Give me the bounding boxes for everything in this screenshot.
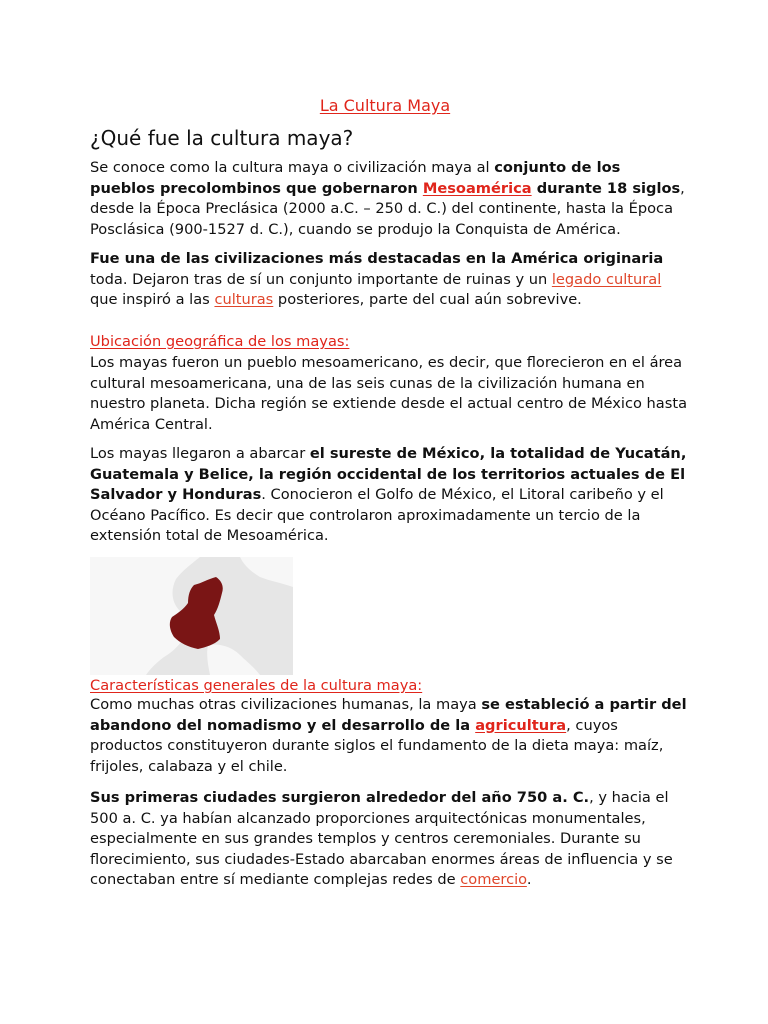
text: Los mayas llegaron a abarcar [90, 445, 310, 462]
text: , y hacia el 500 a. C. ya habían alcanzado proporciones arquitectónicas monumentales, especialmente en sus grandes templos y centros ceremoniales. Durante su florecimiento, sus ciudades-Estado abarcaban enormes áreas de influencia y se conectaban entre sí mediante complejas redes de [90, 789, 673, 888]
text: que inspiró a las [90, 291, 215, 308]
link-comercio[interactable]: comercio [460, 871, 527, 888]
paragraph-civilization [90, 249, 690, 311]
bold-text: el sureste de México, la totalidad de Yucatán, Guatemala y Belice, la región occidental de los territorios actuales de El Salvador y Honduras [90, 445, 687, 503]
link-mesoamerica[interactable]: Mesoamérica [422, 179, 532, 197]
text: , cuyos productos constituyeron durante siglos el fundamento de la dieta maya: maíz, frijoles, calabaza y el chile. [90, 716, 664, 775]
text: toda. Dejaron tras de sí un conjunto importante de ruinas y un [90, 270, 552, 288]
text: . Conocieron el Golfo de México, el Litoral caribeño y el Océano Pacífico. Es decir que controlaron aproximadamente un tercio de la extensión total de Mesoamérica. [90, 486, 664, 544]
document-title: La Cultura Maya [319, 96, 451, 115]
paragraph-intro [90, 158, 690, 240]
bold-text: Sus primeras ciudades surgieron alrededor del año 750 a. C. [90, 789, 590, 806]
bold-text: durante 18 siglos [531, 179, 681, 197]
subheading-ubicacion: Ubicación geográfica de los mayas: [90, 333, 350, 350]
map-image [90, 557, 293, 675]
text: , desde la Época Preclásica (2000 a.C. – 250 d. C.) del continente, hasta la Época Posclásica (900-1527 d. C.), cuando se produjo la Conquista de América. [90, 179, 685, 238]
paragraph-territory [90, 444, 690, 547]
text: Se conoce como la cultura maya o civilización maya al [90, 159, 495, 176]
bold-text: se estableció a partir del abandono del nomadismo y el desarrollo de la [90, 696, 687, 734]
bold-text: conjunto de los pueblos precolombinos que gobernaron [90, 159, 621, 197]
link-legado-cultural[interactable]: legado cultural [551, 270, 662, 288]
bold-text: Fue una de las civilizaciones más destacadas en la América originaria [90, 250, 664, 267]
text: Como muchas otras civilizaciones humanas, la maya [90, 696, 482, 713]
section-heading: ¿Qué fue la cultura maya? [90, 126, 354, 150]
paragraph-characteristics [90, 695, 690, 777]
maya-region-map [90, 557, 293, 675]
subheading-caracteristicas: Características generales de la cultura maya: [90, 677, 423, 694]
paragraph-cities [90, 788, 690, 891]
link-culturas[interactable]: culturas [214, 291, 274, 308]
link-agricultura[interactable]: agricultura [475, 716, 567, 734]
paragraph-location: Los mayas fueron un pueblo mesoamericano, es decir, que florecieron en el área cultural mesoamericana, una de las seis cunas de la civilización humana en nuestro planeta. Dicha región se extiende desde el actual centro de México hasta América Central. [90, 354, 688, 433]
text: . [526, 871, 532, 888]
text: posteriores, parte del cual aún sobrevive. [273, 291, 582, 308]
